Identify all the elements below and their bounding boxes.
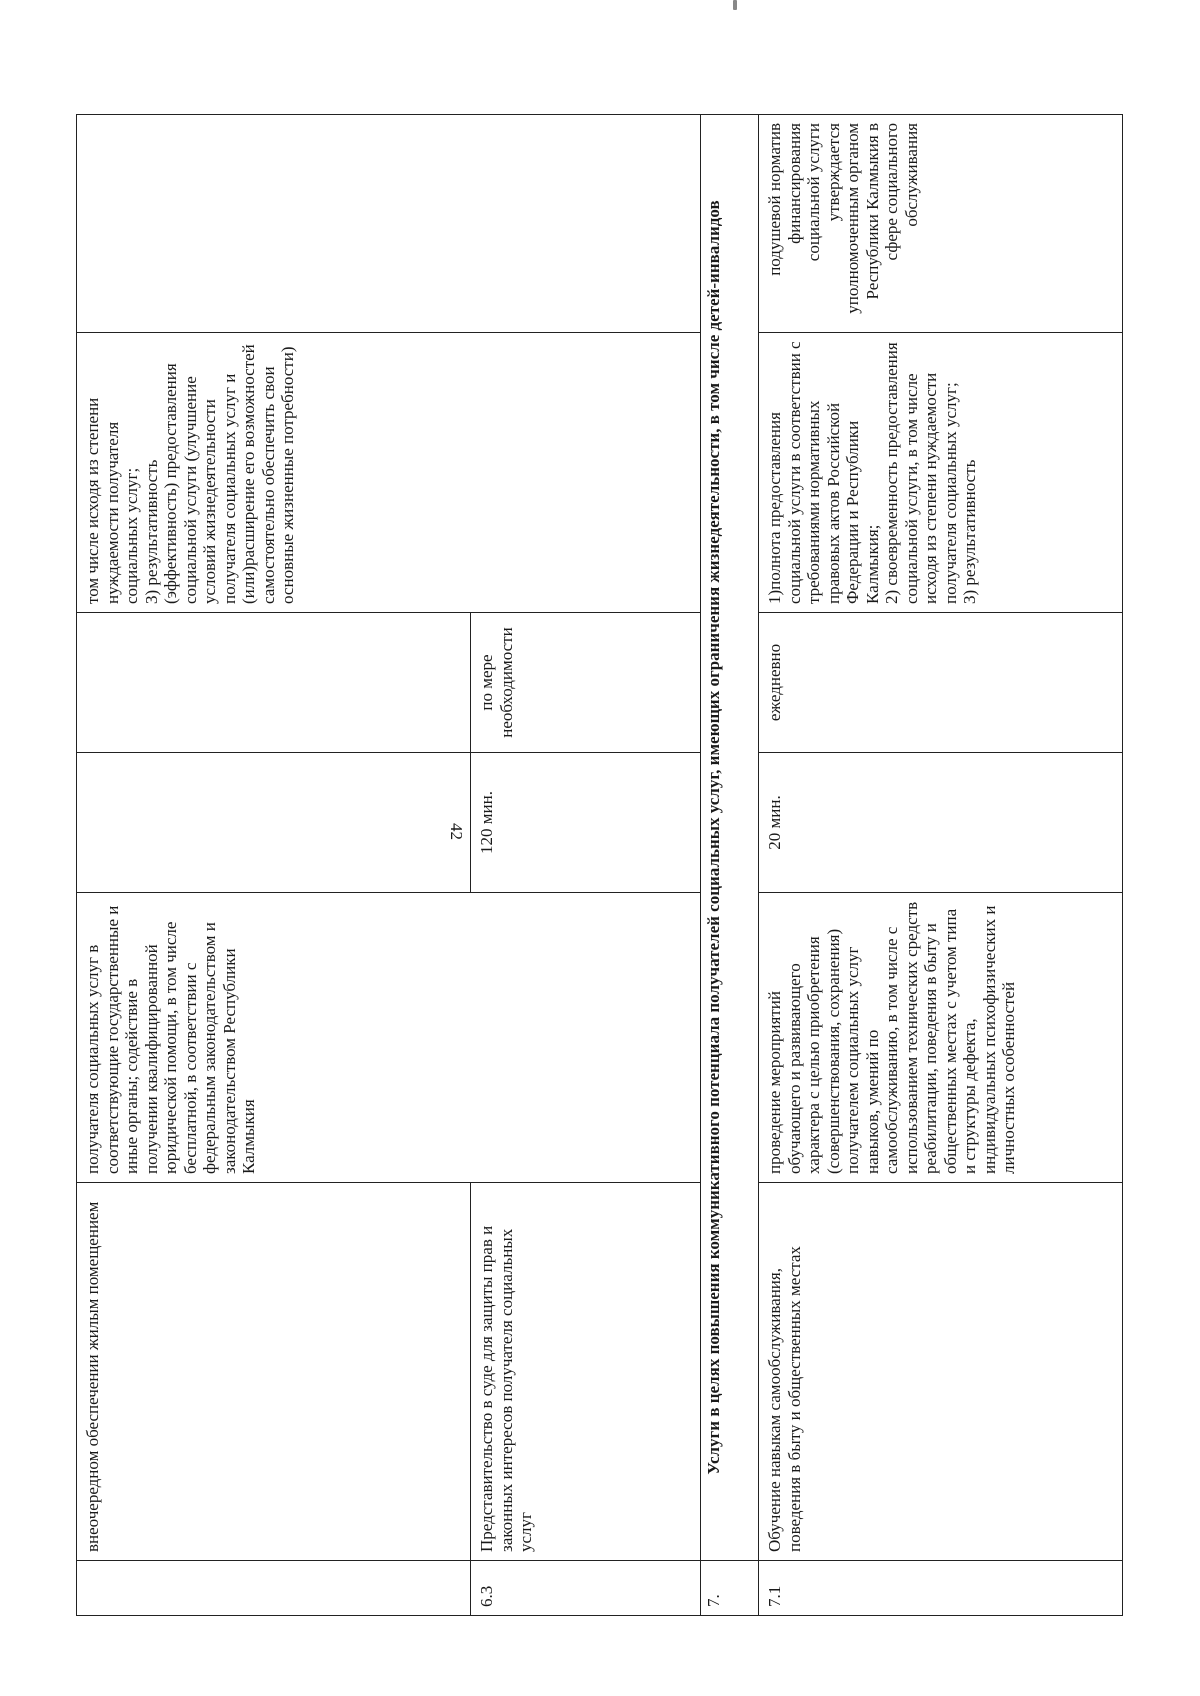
table-row-section-7	[701, 115, 759, 1616]
cell-service-name: Представительство в суде для защиты прав и законных интересов получателя социальных услуг	[471, 1183, 701, 1561]
cell-number: 6.3	[471, 1561, 701, 1616]
cell-frequency	[77, 613, 471, 753]
cell-criteria: 1)полнота предоставления социальной услуги в соответствии с требованиями нормативных правовых актов Российской Федерации и Республики Калмыкия; 2) своевременность предоставления социальной услуги, в том числе исходя из степени нуждаемости получателя социальных услуг; 3) результативность	[759, 333, 1123, 613]
cell-number	[77, 1561, 471, 1616]
services-table	[76, 114, 1123, 1616]
cell-time: 20 мин.	[759, 753, 1123, 893]
cell-time: 120 мин.	[471, 753, 701, 893]
cell-financing: подушевой норматив финансирования социальной услуги утверждается уполномоченным органом Республики Калмыкия в сфере социального обслуживания	[759, 115, 1123, 333]
section-title: Услуги в целях повышения коммуникативного потенциала получателей социальных услуг, имеющих ограничения жизнедеятельности, в том числе детей-инвалидов	[701, 115, 759, 1561]
rotated-table-frame	[76, 115, 1122, 1616]
scan-artifact	[733, 0, 737, 10]
cell-financing	[77, 115, 701, 333]
cell-service-content: получателя социальных услуг в соответствующие государственные и иные органы; содействие в получении квалифицированной юридической помощи, в том числе бесплатной, в соответствии с федеральным законодательством и законодательством Республики Калмыкия	[77, 893, 701, 1183]
table-row-continuation	[77, 115, 471, 1616]
cell-section-number: 7.	[701, 1561, 759, 1616]
cell-service-name: Обучение навыкам самообслуживания, поведения в быту и общественных местах	[759, 1183, 1123, 1561]
cell-service-content: проведение мероприятий обучающего и развивающего характера с целью приобретения (совершенствования, сохранения) получателем социальных услуг навыков, умений по самообслуживанию, в том числе с использованием технических средств реабилитации, поведения в быту и общественных местах с учетом типа и структуры дефекта, индивидуальных психофизических и личностных особенностей	[759, 893, 1123, 1183]
cell-time	[77, 753, 471, 893]
cell-frequency: по мере необходимости	[471, 613, 701, 753]
cell-frequency: ежедневно	[759, 613, 1123, 753]
cell-criteria: том числе исходя из степени нуждаемости получателя социальных услуг; 3) результативность (эффективность) предоставления социальной услуги (улучшение условий жизнедеятельности получателя социальных услуг и (или)расширение его возможностей самостоятельно обеспечить свои основные жизненные потребности)	[77, 333, 701, 613]
cell-number: 7.1	[759, 1561, 1123, 1616]
page-number: 42	[447, 823, 466, 840]
table-row-7-1	[759, 115, 1123, 1616]
cell-service-name: внеочередном обеспечении жилым помещением	[77, 1183, 471, 1561]
